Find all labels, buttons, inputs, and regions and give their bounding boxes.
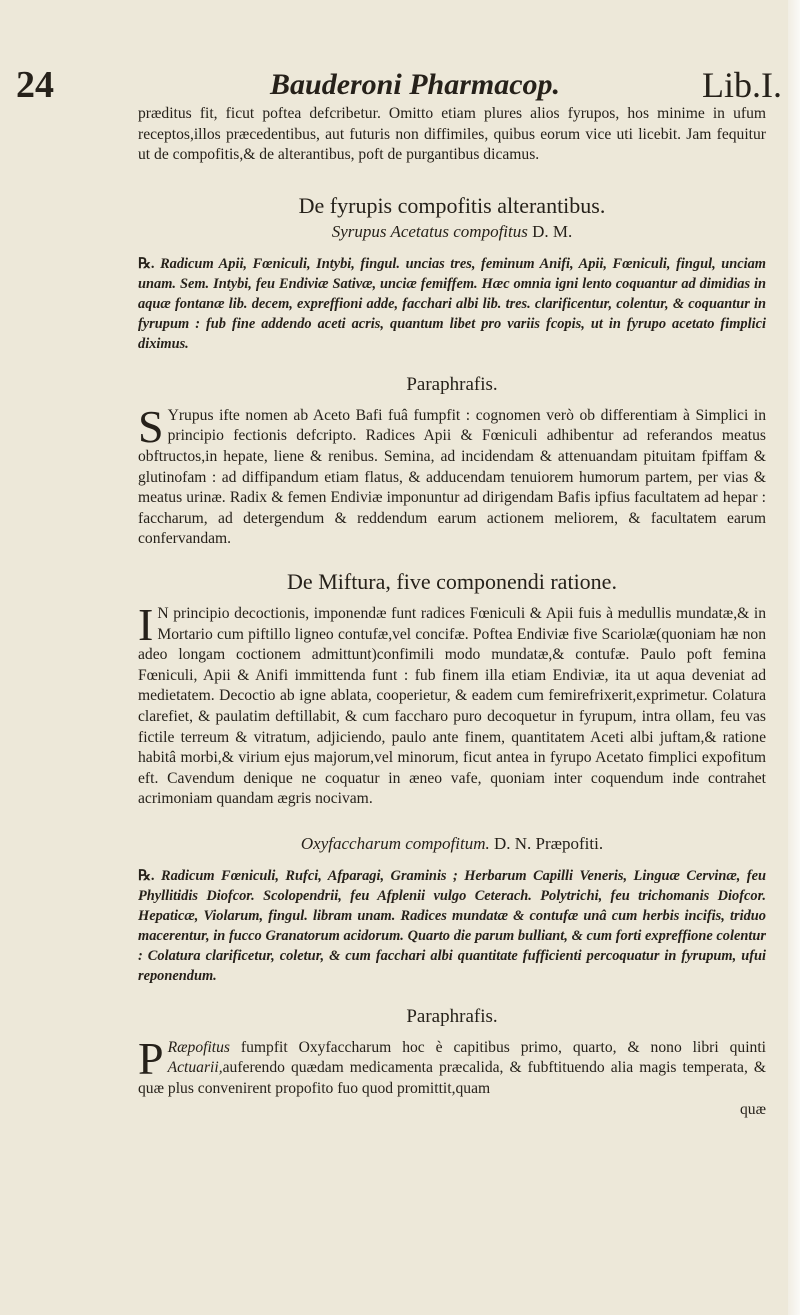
recipe-1-author: D. M. (532, 221, 573, 241)
paraphrasis-2-italic-word: Actuarii, (167, 1059, 223, 1077)
recipe-2-author: D. N. Præpofiti. (494, 833, 604, 853)
recipe-1-text (138, 254, 766, 354)
book-reference: Lib.I. (702, 65, 782, 105)
paraphrasis-2-text (138, 1032, 766, 1100)
drop-cap-s: S (138, 400, 164, 452)
paraphrasis-2-part-a: fumpfit Oxyfaccharum hoc è capitibus primo, quarto, & nono libri quinti (229, 1038, 766, 1056)
mixtura-text (138, 598, 766, 810)
paraphrasis-1-text (138, 400, 766, 550)
paraphrasis-2-part-b: auferendo quædam medicamenta præcalida, & fubftituendo alia magis temperata, & quæ plus convenirent propofito fuo quod promittit,quam (138, 1059, 766, 1098)
recipe-2-text (138, 866, 766, 986)
drop-cap-p: P (138, 1032, 164, 1084)
section-title: De fyrupis compofitis alterantibus. (298, 192, 606, 218)
mixtura-title: De Miftura, five componendi ratione. (287, 568, 617, 594)
recipe-1-heading (138, 220, 766, 244)
recipe-2-body: Radicum Fœniculi, Rufci, Afparagi, Graminis ; Herbarum Capilli Veneris, Linguæ Cervinæ, feu Phyllitidis Diofcor. Scolopendrii, feu Afplenii vulgo Ceterach. Polytrichi, feu trichomanis Diofcor. Hepaticæ, Violarum, fingul. libram unam. Radices mundatæ & contufæ unâ cum herbis incifis, triduo macerentur, in fucco Granatorum acidorum. Quarto die parum bulliant, & cum forti expreffione colentur : Colatura clarificetur, coletur, & cum facchari albi quantitate fufficienti percoquatur in fyrupum, ufui reponendum. (138, 867, 766, 984)
page-edge (788, 0, 800, 1315)
recipe-symbol: ℞. (138, 255, 155, 272)
running-head: Bauderoni Pharmacop. (270, 68, 561, 101)
page-body (138, 104, 766, 1120)
paraphrasis-1-body: Yrupus ifte nomen ab Aceto Bafi fuâ fumpfit : cognomen verò ob differentiam à Simplici in principio fectionis defcripto. Radices Apii & Fœniculi adhibentur ad referandos meatus obftructos,in hepate, liene & renibus. Semina, ad incidendam & attenuandam pituitam fpiffam & glutinofam : ad diffipandum etiam flatus, & adducendam tenuiorem humorum partem, per vias & meatus urinæ. Radix & femen Endiviæ imponuntur ad dirigendam Bafis ipfius facultatem ad hepar : faccharum, ad detergendum & reddendum earum actionem meliorem, & facultatem earum confervandam. (138, 406, 766, 548)
recipe-2-heading (138, 832, 766, 856)
paraphrasis-2-lead: Ræpofitus (167, 1038, 230, 1056)
catchword: quæ (740, 1100, 766, 1118)
paraphrasis-2-title: Paraphrafis. (406, 1005, 498, 1027)
recipe-symbol: ℞. (138, 867, 155, 884)
recipe-1-body: Radicum Apii, Fœniculi, Intybi, fingul. uncias tres, feminum Anifi, Apii, Fœniculi, fingul, unciam unam. Sem. Intybi, feu Endiviæ Sativæ, unciæ femiffem. Hæc omnia igni lento coquantur ad dimidias in aquæ fontanæ lib. decem, expreffioni adde, facchari albi lib. tres. clarificentur, colentur, & coquantur in fyrupum : fub fine addendo aceti acris, quantum libet pro variis fcopis, ut in fyrupo acetato fimplici diximus. (138, 255, 766, 352)
recipe-1-title: Syrupus Acetatus compofitus (331, 221, 528, 241)
page-number: 24 (16, 64, 54, 106)
recipe-2-title: Oxyfaccharum compofitum. (300, 833, 490, 853)
paraphrasis-1-title: Paraphrafis. (406, 373, 498, 395)
mixtura-body: N principio decoctionis, imponendæ funt radices Fœniculi & Apii fuis à medullis mundatæ,& in Mortario cum piftillo ligneo contufæ,vel concifæ. Poftea Endiviæ five Scariolæ(quoniam hæ non adeo longam coctionem admittunt)confimili modo mundatæ,& contufæ. Paulo poft femina Fœniculi, Apii & Anifi immittenda funt : fub finem illa etiam Endiviæ, ita ut aqua deveniat ad medietatem. Decoctio ab igne ablata, cooperietur, & eadem cum femirefrixerit,exprimetur. Colatura clarefiet, & paulatim deftillabit, & cum faccharo puro decoquetur in fyrupum, intra ollam, feu vas fictile terreum & vitratum, adjiciendo, paulo ante finem, quantitatem Aceti albi juftam,& ratione habitâ morbi,& virium ejus majorum,vel minorum, ficut antea in fyrupo Acetato fimplici expofitum eft. Cavendum denique ne coquatur in æneo vafe, quoniam inter coquendum inde contrahet acrimoniam quandam ægris nocivam. (138, 604, 766, 808)
drop-cap-i: I (138, 598, 154, 650)
intro-paragraph: præditus fit, ficut poftea defcribetur. Omitto etiam plures alios fyrupos, hos minime in ufum receptos,illos præcedentibus, aut futuris non diffimiles, quibus eorum vice uti licebit. Jam fequitur ut de compofitis,& de alterantibus, poft de purgantibus dicamus. (138, 105, 766, 164)
